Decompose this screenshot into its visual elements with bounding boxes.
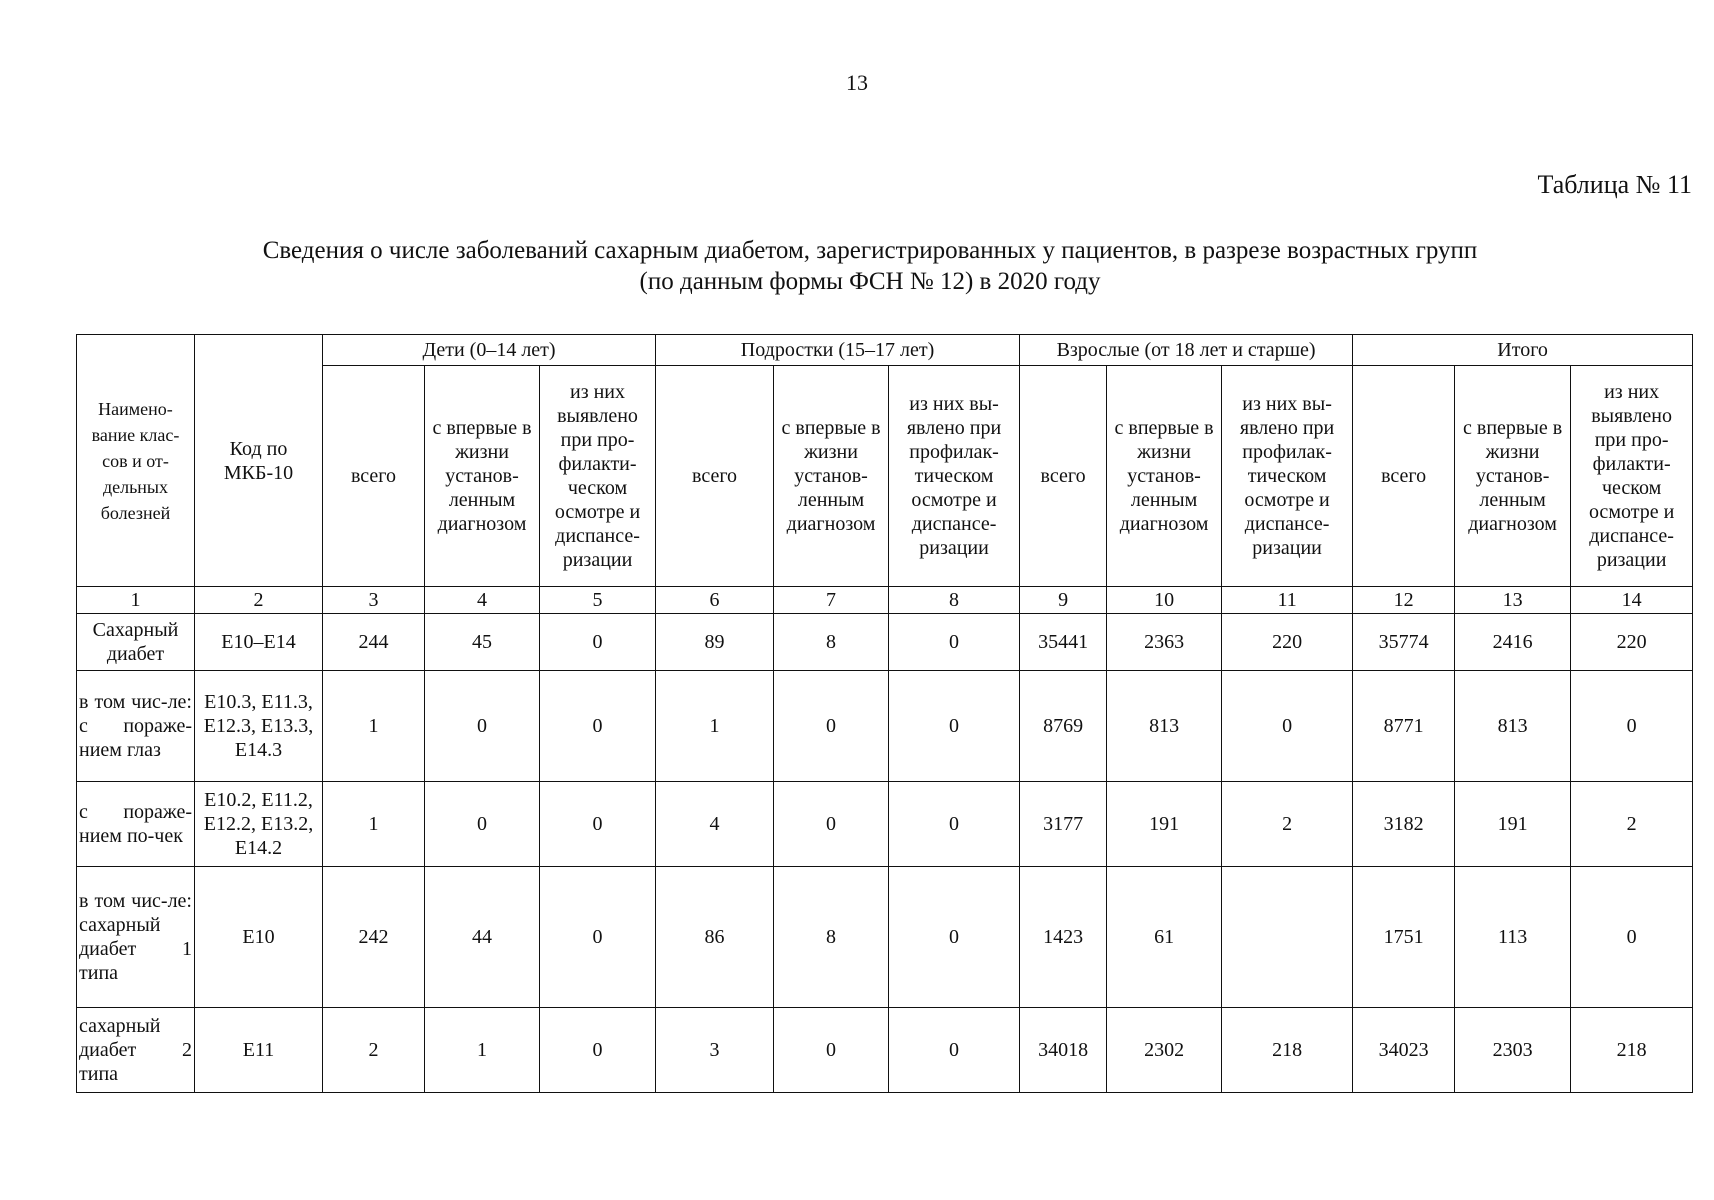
table-row [77, 614, 1693, 671]
value-cell: 2303 [1455, 1008, 1571, 1093]
value-cell: 8771 [1353, 671, 1455, 782]
col-number: 13 [1455, 587, 1571, 614]
value-cell: 220 [1571, 614, 1693, 671]
value-cell: 220 [1222, 614, 1353, 671]
title-line-1: Сведения о числе заболеваний сахарным диабетом, зарегистрированных у пациентов, в разрезе возрастных групп [262, 237, 1478, 264]
value-cell: 2 [1222, 782, 1353, 867]
value-cell: 191 [1107, 782, 1222, 867]
value-cell: 0 [540, 614, 656, 671]
value-cell: 34018 [1020, 1008, 1107, 1093]
value-cell: 1423 [1020, 867, 1107, 1008]
value-cell: 1 [323, 782, 425, 867]
sub-first-time: с впервые в жизни установ-ленным диагнозом [1107, 366, 1222, 587]
value-cell: 0 [540, 782, 656, 867]
sub-first-time: с впервые в жизни установ-ленным диагнозом [1455, 366, 1571, 587]
col-number: 12 [1353, 587, 1455, 614]
col-number: 9 [1020, 587, 1107, 614]
value-cell: 86 [656, 867, 774, 1008]
sub-total: всего [656, 366, 774, 587]
value-cell: 0 [889, 782, 1020, 867]
sub-prophylactic: из них вы-явлено при профилак-тическом осмотре и диспансе-ризации [1222, 366, 1353, 587]
col-number: 2 [195, 587, 323, 614]
table-number: Таблица № 11 [1537, 170, 1692, 199]
disease-name: сахарный диабет 2 типа [77, 1008, 195, 1093]
value-cell: 8769 [1020, 671, 1107, 782]
value-cell: 0 [425, 782, 540, 867]
value-cell: 4 [656, 782, 774, 867]
value-cell: 89 [656, 614, 774, 671]
value-cell: 0 [889, 1008, 1020, 1093]
value-cell: 0 [774, 671, 889, 782]
value-cell: 113 [1455, 867, 1571, 1008]
col-number: 10 [1107, 587, 1222, 614]
statistics-table [76, 334, 1693, 1093]
sub-total: всего [323, 366, 425, 587]
value-cell: 35774 [1353, 614, 1455, 671]
value-cell: 2416 [1455, 614, 1571, 671]
value-cell: 3177 [1020, 782, 1107, 867]
value-cell: 2302 [1107, 1008, 1222, 1093]
value-cell: 3 [656, 1008, 774, 1093]
value-cell: 0 [1222, 671, 1353, 782]
value-cell: 242 [323, 867, 425, 1008]
sub-first-time: с впервые в жизни установ-ленным диагнозом [774, 366, 889, 587]
value-cell: 44 [425, 867, 540, 1008]
sub-total: всего [1353, 366, 1455, 587]
value-cell: 45 [425, 614, 540, 671]
icd-code: E10.3, E11.3, E12.3, E13.3, E14.3 [195, 671, 323, 782]
icd-code: E10 [195, 867, 323, 1008]
col-number: 8 [889, 587, 1020, 614]
table-row [77, 1008, 1693, 1093]
value-cell: 0 [1571, 867, 1693, 1008]
column-number-row [77, 587, 1693, 614]
header-icd-code: Код по МКБ-10 [195, 335, 323, 587]
header-disease-name: Наимено-вание клас-сов и от-дельных болезней [77, 335, 195, 587]
value-cell: 2 [1571, 782, 1693, 867]
icd-code: E11 [195, 1008, 323, 1093]
sub-total: всего [1020, 366, 1107, 587]
col-number: 14 [1571, 587, 1693, 614]
value-cell: 0 [540, 671, 656, 782]
value-cell: 244 [323, 614, 425, 671]
group-children: Дети (0–14 лет) [323, 335, 656, 366]
value-cell: 35441 [1020, 614, 1107, 671]
value-cell: 0 [774, 1008, 889, 1093]
value-cell: 0 [425, 671, 540, 782]
title-line-2: (по данным формы ФСН № 12) в 2020 году [639, 268, 1101, 295]
col-number: 11 [1222, 587, 1353, 614]
group-adults: Взрослые (от 18 лет и старше) [1020, 335, 1353, 366]
value-cell [1222, 867, 1353, 1008]
disease-name: в том чис-ле: с пораже-нием глаз [77, 671, 195, 782]
value-cell: 61 [1107, 867, 1222, 1008]
value-cell: 0 [1571, 671, 1693, 782]
value-cell: 0 [889, 614, 1020, 671]
value-cell: 0 [889, 867, 1020, 1008]
col-number: 7 [774, 587, 889, 614]
value-cell: 2 [323, 1008, 425, 1093]
value-cell: 813 [1455, 671, 1571, 782]
disease-name: Сахарный диабет [77, 614, 195, 671]
col-number: 6 [656, 587, 774, 614]
group-total: Итого [1353, 335, 1693, 366]
table-row [77, 671, 1693, 782]
value-cell: 218 [1222, 1008, 1353, 1093]
value-cell: 3182 [1353, 782, 1455, 867]
col-number: 5 [540, 587, 656, 614]
value-cell: 0 [540, 1008, 656, 1093]
value-cell: 8 [774, 867, 889, 1008]
value-cell: 34023 [1353, 1008, 1455, 1093]
disease-name: с пораже-нием по-чек [77, 782, 195, 867]
value-cell: 1 [323, 671, 425, 782]
sub-first-time: с впервые в жизни установ-ленным диагнозом [425, 366, 540, 587]
disease-name: в том чис-ле: сахарный диабет 1 типа [77, 867, 195, 1008]
sub-prophylactic: из них выявлено при про-филакти-ческом осмотре и диспансе-ризации [540, 366, 656, 587]
value-cell: 1751 [1353, 867, 1455, 1008]
col-number: 3 [323, 587, 425, 614]
table-row [77, 867, 1693, 1008]
value-cell: 218 [1571, 1008, 1693, 1093]
document-title [140, 235, 1600, 297]
value-cell: 813 [1107, 671, 1222, 782]
value-cell: 2363 [1107, 614, 1222, 671]
col-number: 1 [77, 587, 195, 614]
page-number: 13 [846, 70, 868, 95]
sub-prophylactic: из них вы-явлено при профилак-тическом осмотре и диспансе-ризации [889, 366, 1020, 587]
value-cell: 1 [425, 1008, 540, 1093]
value-cell: 0 [889, 671, 1020, 782]
value-cell: 1 [656, 671, 774, 782]
icd-code: E10.2, E11.2, E12.2, E13.2, E14.2 [195, 782, 323, 867]
value-cell: 0 [774, 782, 889, 867]
group-teens: Подростки (15–17 лет) [656, 335, 1020, 366]
value-cell: 191 [1455, 782, 1571, 867]
value-cell: 8 [774, 614, 889, 671]
icd-code: E10–E14 [195, 614, 323, 671]
col-number: 4 [425, 587, 540, 614]
sub-prophylactic: из них выявлено при про-филакти-ческом осмотре и диспансе-ризации [1571, 366, 1693, 587]
value-cell: 0 [540, 867, 656, 1008]
table-row [77, 782, 1693, 867]
